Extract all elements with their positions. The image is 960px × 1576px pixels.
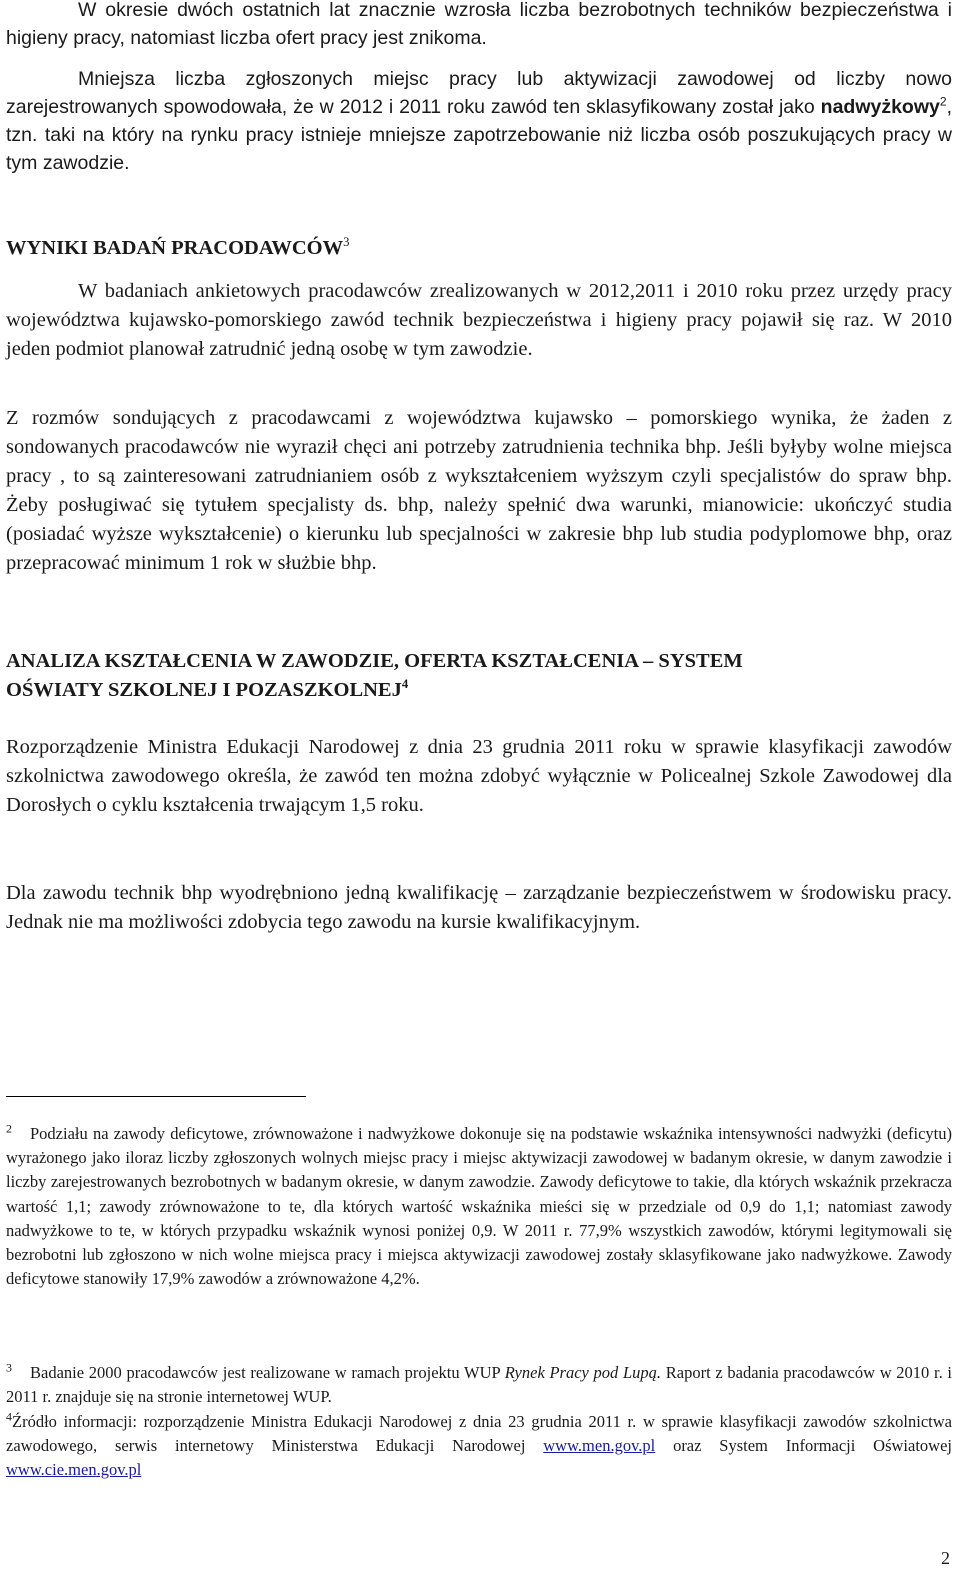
paragraph-surplus-after: , tzn. taki na który na rynku pracy istnieje mniejsze zapotrzebowanie niż liczba osób poszukujących pracy w tym zawodzie. [6,96,952,174]
paragraph-qualification-text: Dla zawodu technik bhp wyodrębniono jedną kwalifikację – zarządzanie bezpieczeństwem w środowisku pracy. Jednak nie ma możliwości zdobycia tego zawodu na kursie kwalifikacyjnym. [6,882,952,933]
term-surplus: nadwyżkowy [820,96,940,118]
page-number: 2 [941,1548,950,1568]
footnote-4 [6,1410,952,1483]
link-cie-men-gov[interactable]: www.cie.men.gov.pl [6,1460,142,1480]
paragraph-intro-text: W okresie dwóch ostatnich lat znacznie wzrosła liczba bezrobotnych techników bezpieczeństwa i higieny pracy, natomiast liczba ofert pracy jest znikoma. [6,0,952,49]
footnote-4-number: 4 [6,1409,12,1424]
footnote-3-before: Badanie 2000 pracodawców jest realizowane w ramach projektu WUP [30,1363,505,1382]
paragraph-employer-interviews-text: Z rozmów sondujących z pracodawcami z województwa kujawsko – pomorskiego wynika, że żaden z sondowanych pracodawców nie wyraził chęci ani potrzeby zatrudnienia technika bhp. Jeśli byłyby wolne miejsca pracy , to są zainteresowani zatrudnianiem osób z wykształceniem wyższym czyli specjalistów do spraw bhp. Żeby posługiwać się tytułem specjalisty ds. bhp, należy spełnić dwa warunki, mianowicie: ukończyć studia (posiadać wyższe wykształcenie) o kierunku lub specjalności w zakresie bhp lub studia podyplomowe bhp, oraz przepracować minimum 1 rok w służbie bhp. [6,407,952,574]
footnote-4-middle: oraz System Informacji Oświatowej [655,1436,952,1456]
heading-employer-survey [6,234,952,263]
paragraph-survey-results-text: W badaniach ankietowych pracodawców zrealizowanych w 2012,2011 i 2010 roku przez urzędy pracy województwa kujawsko-pomorskiego zawód technik bezpieczeństwa i higieny pracy pojawił się raz. W 2010 jeden podmiot planował zatrudnić jedną osobę w tym zawodzie. [6,280,952,360]
paragraph-survey-results [6,277,952,364]
footnote-3-after: Raport z badania pracodawców w 2010 r. i 2011 r. znajduje się na stronie internetowej WUP. [6,1363,952,1407]
footnote-3-project-title: Rynek Pracy pod Lupą. [504,1363,662,1382]
footnote-4-before: Źródło informacji: rozporządzenie Ministra Edukacji Narodowej z dnia 23 grudnia 2011 r. w sprawie klasyfikacji zawodów szkolnictwa zawodowego, serwis internetowy Ministerstwa Edukacji Narodowej [6,1412,952,1456]
footnote-ref-2[interactable]: 2 [939,94,947,109]
paragraph-surplus-before: Mniejsza liczba zgłoszonych miejsc pracy lub aktywizacji zawodowej od liczby nowo zarejestrowanych spowodowała, że w 2012 i 2011 roku zawód ten sklasyfikowany został jako [6,68,952,118]
paragraph-surplus [6,65,952,177]
paragraph-regulation [6,733,952,820]
footnote-3 [6,1361,952,1409]
paragraph-regulation-text: Rozporządzenie Ministra Edukacji Narodowej z dnia 23 grudnia 2011 roku w sprawie klasyfikacji zawodów szkolnictwa zawodowego określa, że zawód ten można zdobyć wyłącznie w Policealnej Szkole Zawodowej dla Dorosłych o cyklu kształcenia trwającym 1,5 roku. [6,736,952,816]
footnote-ref-4[interactable]: 4 [401,677,409,692]
footnote-2-text: Podziału na zawody deficytowe, zrównoważone i nadwyżkowe dokonuje się na podstawie wskaźnika intensywności nadwyżki (deficytu) wyrażonego jako iloraz liczby zgłoszonych wolnych miejsc pracy i miejsc aktywizacji zawodowej w badanym okresie, w danym zawodzie i liczby zarejestrowanych bezrobotnych w badanym okresie, w danym zawodzie. Zawody deficytowe to takie, dla których wskaźnik przekracza wartość 1,1; zawody zrównoważone to te, dla których wartość wskaźnika mieści się w przedziale od 0,9 do 1,1; natomiast zawody nadwyżkowe to te, w których przypadku wskaźnik wynosi poniżej 0,9. W 2011 r. 77,9% wszystkich zawodów, którymi legitymowali się bezrobotni lub zgłoszono w nich wolne miejsca pracy i miejsca aktywizacji zawodowej zostały sklasyfikowane jako nadwyżkowe. Zawody deficytowe stanowiły 17,9% zawodów a zrównoważone 4,2%. [6,1124,952,1289]
footnote-separator [6,1096,306,1097]
paragraph-intro [6,0,952,52]
paragraph-employer-interviews [6,404,952,578]
heading-education-analysis-line1: ANALIZA KSZTAŁCENIA W ZAWODZIE, OFERTA KSZTAŁCENIA – SYSTEM [6,650,743,672]
footnote-2-number: 2 [6,1121,12,1136]
heading-education-analysis-line2 [6,676,952,705]
link-men-gov[interactable]: www.men.gov.pl [543,1436,656,1456]
heading-education-analysis [6,647,952,705]
footnote-2 [6,1122,952,1291]
paragraph-qualification [6,879,952,937]
footnote-3-number: 3 [6,1360,12,1375]
footnote-ref-3[interactable]: 3 [343,235,350,250]
heading-employer-survey-text: WYNIKI BADAŃ PRACODAWCÓW [6,237,344,259]
heading-education-analysis-line2-text: OŚWIATY SZKOLNEJ I POZASZKOLNEJ [6,679,402,701]
